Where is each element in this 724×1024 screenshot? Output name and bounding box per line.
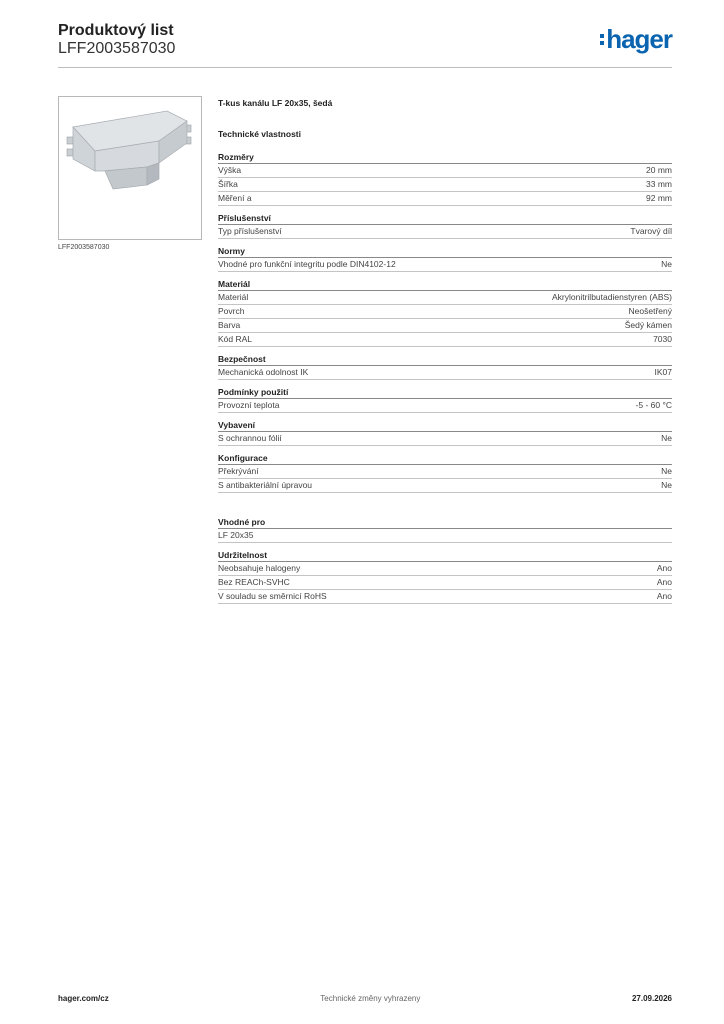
section-title: Bezpečnost: [218, 352, 672, 366]
spec-label: Barva: [218, 320, 241, 330]
spec-content: [218, 98, 672, 604]
product-image: [58, 96, 202, 240]
spec-label: Povrch: [218, 306, 245, 316]
spec-value: Ne: [661, 480, 672, 490]
spec-label: Materiál: [218, 292, 249, 302]
spec-row: [218, 305, 672, 319]
section-dimensions: [218, 150, 672, 206]
spec-row: [218, 529, 672, 543]
section-title: Podmínky použití: [218, 385, 672, 399]
tech-properties-title: Technické vlastnosti: [218, 129, 301, 139]
spec-row: [218, 291, 672, 305]
spec-label: S ochrannou fólií: [218, 433, 282, 443]
logo-dots-icon: [600, 34, 604, 45]
spec-label: LF 20x35: [218, 530, 254, 540]
spec-value: Ano: [656, 591, 672, 601]
spec-value: Ano: [656, 563, 672, 573]
footer-note: Technické změny vyhrazeny: [320, 994, 421, 1003]
section-title: Rozměry: [218, 150, 672, 164]
spec-row: [218, 576, 672, 590]
spec-label: Výška: [218, 165, 242, 175]
section-configuration: [218, 451, 672, 493]
product-name: T-kus kanálu LF 20x35, šedá: [218, 98, 333, 108]
spec-value: IK07: [654, 367, 672, 377]
spec-value: Akrylonitrilbutadienstyren (ABS): [552, 292, 672, 302]
spec-row: [218, 319, 672, 333]
spec-value: Neošetřený: [628, 306, 672, 316]
section-title: Příslušenství: [218, 211, 672, 225]
document-title: Produktový list: [58, 22, 174, 39]
spec-row: [218, 399, 672, 413]
spec-label: Provozní teplota: [218, 400, 280, 410]
spec-label: Mechanická odolnost IK: [218, 367, 309, 377]
spec-row: [218, 225, 672, 239]
document-footer: [58, 994, 672, 1003]
spec-row: [218, 590, 672, 604]
spec-row: [218, 465, 672, 479]
spec-label: V souladu se směrnicí RoHS: [218, 591, 327, 601]
section-accessories: [218, 211, 672, 239]
spec-label: Neobsahuje halogeny: [218, 563, 301, 573]
spec-label: Kód RAL: [218, 334, 253, 344]
product-code: LFF2003587030: [58, 40, 176, 57]
document-header: [58, 22, 672, 68]
section-title: Vhodné pro: [218, 515, 672, 529]
spec-row: [218, 192, 672, 206]
spec-row: [218, 479, 672, 493]
spec-label: Překrývání: [218, 466, 259, 476]
spec-value: 33 mm: [646, 179, 672, 189]
section-safety: [218, 352, 672, 380]
section-standards: [218, 244, 672, 272]
spec-row: [218, 432, 672, 446]
spec-row: [218, 333, 672, 347]
section-equipment: [218, 418, 672, 446]
spec-row: [218, 366, 672, 380]
spec-row: [218, 178, 672, 192]
spec-value: Ano: [656, 577, 672, 587]
spec-value: 7030: [653, 334, 672, 344]
spec-row: [218, 258, 672, 272]
spec-label: Bez REACh-SVHC: [218, 577, 290, 587]
section-material: [218, 277, 672, 347]
image-caption: LFF2003587030: [58, 244, 110, 251]
spec-value: Ne: [661, 259, 672, 269]
spec-row: [218, 164, 672, 178]
section-title: Udržitelnost: [218, 548, 672, 562]
spec-row: [218, 562, 672, 576]
footer-date: 27.09.2026: [631, 994, 672, 1003]
spec-label: Měření a: [218, 193, 252, 203]
section-sustainability: [218, 548, 672, 604]
spec-label: Vhodné pro funkční integritu podle DIN4102-12: [218, 259, 396, 269]
spec-label: Typ příslušenství: [218, 226, 282, 236]
spec-value: Šedý kámen: [624, 320, 672, 330]
section-title: Normy: [218, 244, 672, 258]
spec-label: S antibakteriální úpravou: [218, 480, 313, 490]
section-title: Konfigurace: [218, 451, 672, 465]
section-title: Materiál: [218, 277, 672, 291]
spec-label: Šířka: [218, 179, 238, 189]
hager-logo: [600, 26, 672, 52]
product-t-piece-image: [59, 97, 201, 239]
spec-value: 20 mm: [646, 165, 672, 175]
spec-value: Ne: [661, 466, 672, 476]
logo-text: hager: [606, 24, 672, 54]
spec-value: Tvarový díl: [630, 226, 672, 236]
footer-website-link[interactable]: hager.com/cz: [58, 994, 109, 1003]
spec-value: 92 mm: [646, 193, 672, 203]
section-suitable-for: [218, 515, 672, 543]
section-title: Vybavení: [218, 418, 672, 432]
spec-value: Ne: [661, 433, 672, 443]
spec-value: -5 - 60 °C: [635, 400, 672, 410]
section-conditions: [218, 385, 672, 413]
